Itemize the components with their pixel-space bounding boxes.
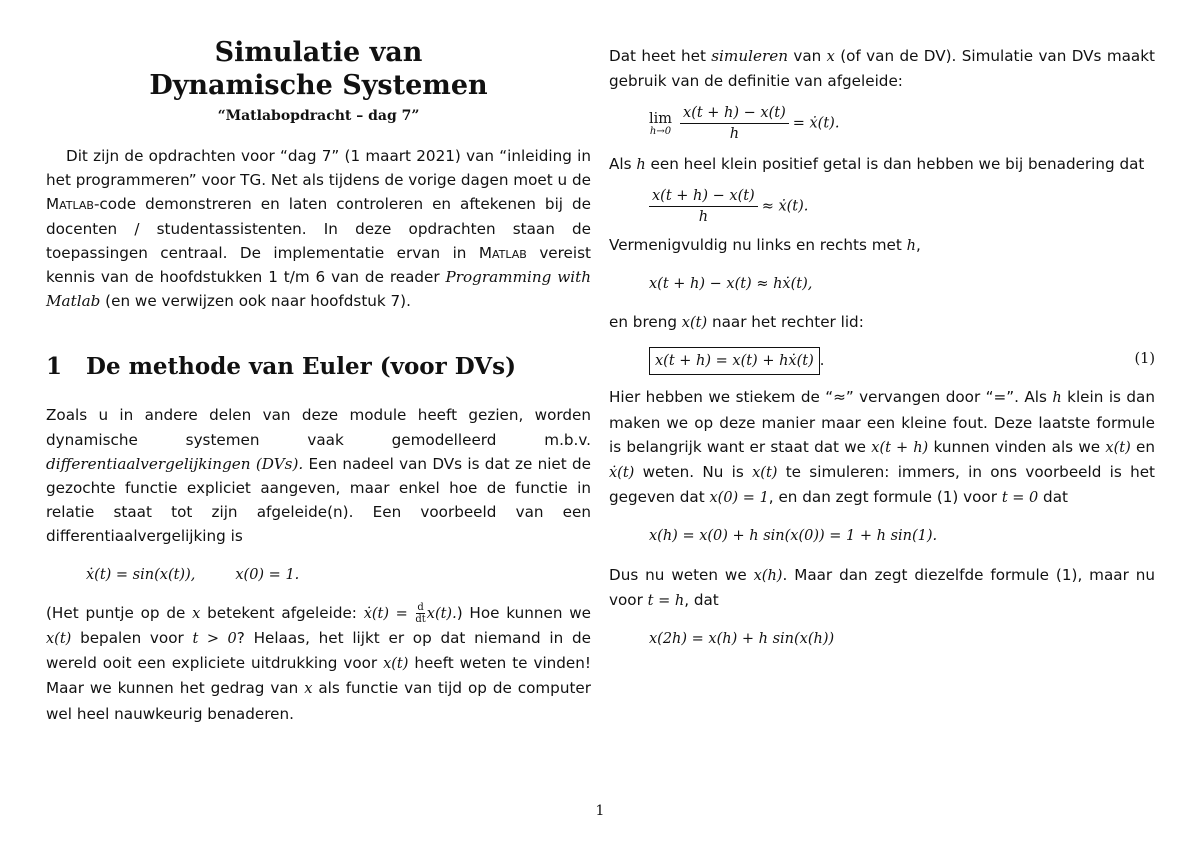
lim-subscript: h→0 — [649, 125, 672, 137]
section-paragraph-1 — [46, 403, 591, 548]
multiplied-equation: x(t + h) − x(t) ≈ hẋ(t), — [649, 275, 813, 292]
p2-text-1: (Het puntje op de — [46, 603, 193, 622]
right-paragraph-5 — [609, 385, 1155, 510]
example-eq-lhs: ẋ(t) = sin(x(t)), — [86, 566, 196, 583]
section-heading — [46, 353, 591, 381]
r2-math-h: h — [636, 157, 646, 174]
approx-numerator: x(t + h) − x(t) — [649, 186, 758, 207]
r1-simuleren: simuleren — [711, 47, 788, 65]
approx-rhs: ≈ ẋ(t). — [761, 198, 809, 215]
r3-text-1: Vermenigvuldig nu links en rechts met — [609, 235, 907, 254]
r5-text-1: Hier hebben we stiekem de “≈” vervangen door “=”. Als — [609, 388, 1053, 407]
r6-math-xh: x(h) — [753, 567, 783, 584]
limit-operator — [649, 111, 672, 137]
r6-text-2: . Maar dan zegt diezelfde formule (1), maar nu voor — [609, 565, 1156, 609]
limit-numerator: x(t + h) − x(t) — [680, 103, 789, 124]
p2-math-xt: x(t) — [46, 631, 72, 648]
p1-text-2: Een nadeel van DVs is dat ze niet de gezochte functie expliciet aangeven, maar enkel hoe de functie in relatie staat tot zijn afgeleide(n). Een voorbeeld van een differentiaalvergelijking is — [46, 454, 591, 546]
r1-text-3: (of van de DV). Simulatie van DVs maakt gebruik van de definitie van afgeleide: — [609, 47, 1155, 91]
p2-math-x-2: x — [304, 681, 313, 698]
intro-paragraph — [46, 144, 591, 313]
limit-rhs: = ẋ(t). — [792, 115, 840, 132]
intro-text-1: Dit zijn de opdrachten voor “dag 7” (1 maart 2021) van “inleiding in het programmeren” voor TG. Net als tijdens de vorige dagen moet u de — [46, 147, 591, 190]
r4-text-1: en breng — [609, 313, 682, 332]
intro-text-4: (en we verwijzen ook naar hoofdstuk 7). — [100, 292, 411, 311]
r5-math-x0: x(0) = 1 — [709, 490, 769, 507]
p2-math-t: t > 0 — [192, 631, 237, 648]
p2-math-x: x — [192, 605, 201, 622]
p2-math-xt-2: x(t) — [383, 656, 409, 673]
document-title — [46, 36, 591, 102]
right-paragraph-4 — [609, 310, 1155, 335]
r6-text-3: , dat — [684, 590, 719, 609]
right-paragraph-6 — [609, 563, 1155, 613]
p2-derivative — [363, 602, 457, 626]
r1-text-2: van — [787, 47, 827, 65]
matlab-name-1: Matlab — [46, 195, 94, 214]
r5-text-6: te simuleren: immers, in ons voorbeeld is het gegeven dat — [609, 463, 1155, 507]
section-number: 1 — [46, 353, 63, 381]
p1-text-1: Zoals u in andere delen van deze module heeft gezien, worden dynamische systemen vaak gemodelleerd m.b.v. — [46, 406, 591, 449]
x2h-equation: x(2h) = x(h) + h sin(x(h)) — [649, 631, 835, 648]
limit-equation — [649, 103, 1155, 144]
right-column — [609, 44, 1155, 651]
r1-math-x: x — [826, 49, 835, 65]
r5-text-2: klein is dan maken we op deze manier maar een kleine fout. Deze laatste formule is belangrijk want er staat dat we — [609, 388, 1155, 456]
r5-text-4: en — [1130, 437, 1155, 456]
example-equation — [86, 563, 591, 587]
approx-denominator: h — [698, 208, 709, 225]
r5-math-h: h — [1052, 390, 1062, 407]
r6-text-1: Dus nu weten we — [609, 565, 754, 584]
r5-math-xt-2: x(t) — [752, 465, 778, 482]
page-number: 1 — [595, 803, 605, 819]
r5-text-5: weten. Nu is — [634, 463, 753, 482]
document-subtitle: “Matlabopdracht – dag 7” — [217, 108, 420, 124]
r5-text-8: dat — [1038, 488, 1068, 507]
r2-text-2: een heel klein positief getal is dan hebben we bij benadering dat — [645, 155, 1145, 174]
p2-text-7: als functie van tijd op de computer wel heel nauwkeurig benaderen. — [46, 679, 591, 723]
matlab-name-2: Matlab — [478, 243, 527, 262]
approx-fraction — [649, 186, 758, 227]
intro-text-3: vereist kennis van de hoofdstukken 1 t/m 6 van de reader — [46, 243, 591, 287]
d-numerator: d — [417, 602, 424, 614]
r5-math-t0: t = 0 — [1001, 490, 1039, 507]
lim-label: lim — [649, 110, 673, 127]
equation-number: (1) — [1134, 351, 1155, 368]
deriv-rhs: x(t). — [426, 605, 457, 622]
r1-text-1: Dat heet het — [609, 47, 712, 65]
r3-math-h: h — [906, 237, 916, 254]
euler-equation — [649, 347, 1155, 375]
title-line-1: Simulatie van — [214, 37, 423, 68]
r5-text-7: , en dan zegt formule (1) voor — [768, 488, 1002, 507]
example-eq-rhs: x(0) = 1. — [235, 566, 300, 583]
xh-equation: x(h) = x(0) + h sin(x(0)) = 1 + h sin(1). — [649, 528, 938, 545]
r6-math-th: t = h — [647, 592, 685, 609]
right-paragraph-3 — [609, 233, 1155, 258]
right-paragraph-2 — [609, 152, 1155, 177]
p2-text-4: bepalen voor — [71, 629, 193, 648]
euler-dot: . — [819, 353, 825, 370]
p1-term: differentiaalvergelijkingen (DVs). — [46, 454, 304, 473]
r5-math-xdot: ẋ(t) — [609, 465, 635, 482]
euler-formula-box: x(t + h) = x(t) + hẋ(t) — [649, 347, 820, 375]
left-column — [46, 36, 591, 726]
title-line-2: Dynamische Systemen — [149, 70, 488, 101]
r5-math-xt: x(t) — [1105, 439, 1131, 456]
section-paragraph-2 — [46, 601, 591, 726]
p2-text-6: heeft weten te vinden! Maar we kunnen het gedrag van — [46, 654, 591, 698]
reader-title: Programming with Matlab — [46, 268, 591, 311]
r3-text-2: , — [915, 235, 921, 254]
r4-text-2: naar het rechter lid: — [707, 313, 864, 332]
r5-math-xth: x(t + h) — [871, 439, 929, 456]
section-title: De methode van Euler (voor DVs) — [86, 353, 516, 381]
r2-text-1: Als — [609, 155, 637, 174]
p2-text-5: ? Helaas, het lijkt er op dat niemand in de wereld ooit een expliciete uitdrukking voor — [46, 629, 592, 673]
approx-equation — [649, 186, 1155, 227]
intro-text-2: -code demonstreren en laten controleren en aftekenen bij de docenten / studentassistenten. In deze opdrachten staan de toepassingen centraal. De implementatie ervan in — [46, 195, 591, 262]
limit-denominator: h — [729, 126, 740, 143]
right-paragraph-1 — [609, 44, 1155, 93]
d-dt-fraction — [415, 602, 425, 625]
limit-fraction — [680, 103, 789, 144]
r5-text-3: kunnen vinden als we — [928, 437, 1106, 456]
r4-math-xt: x(t) — [681, 315, 708, 332]
p2-text-3: ) Hoe kunnen we — [456, 603, 592, 622]
deriv-lhs: ẋ(t) = — [363, 605, 415, 622]
p2-text-2: betekent afgeleide: — [200, 603, 364, 622]
d-denominator: dt — [415, 614, 426, 626]
